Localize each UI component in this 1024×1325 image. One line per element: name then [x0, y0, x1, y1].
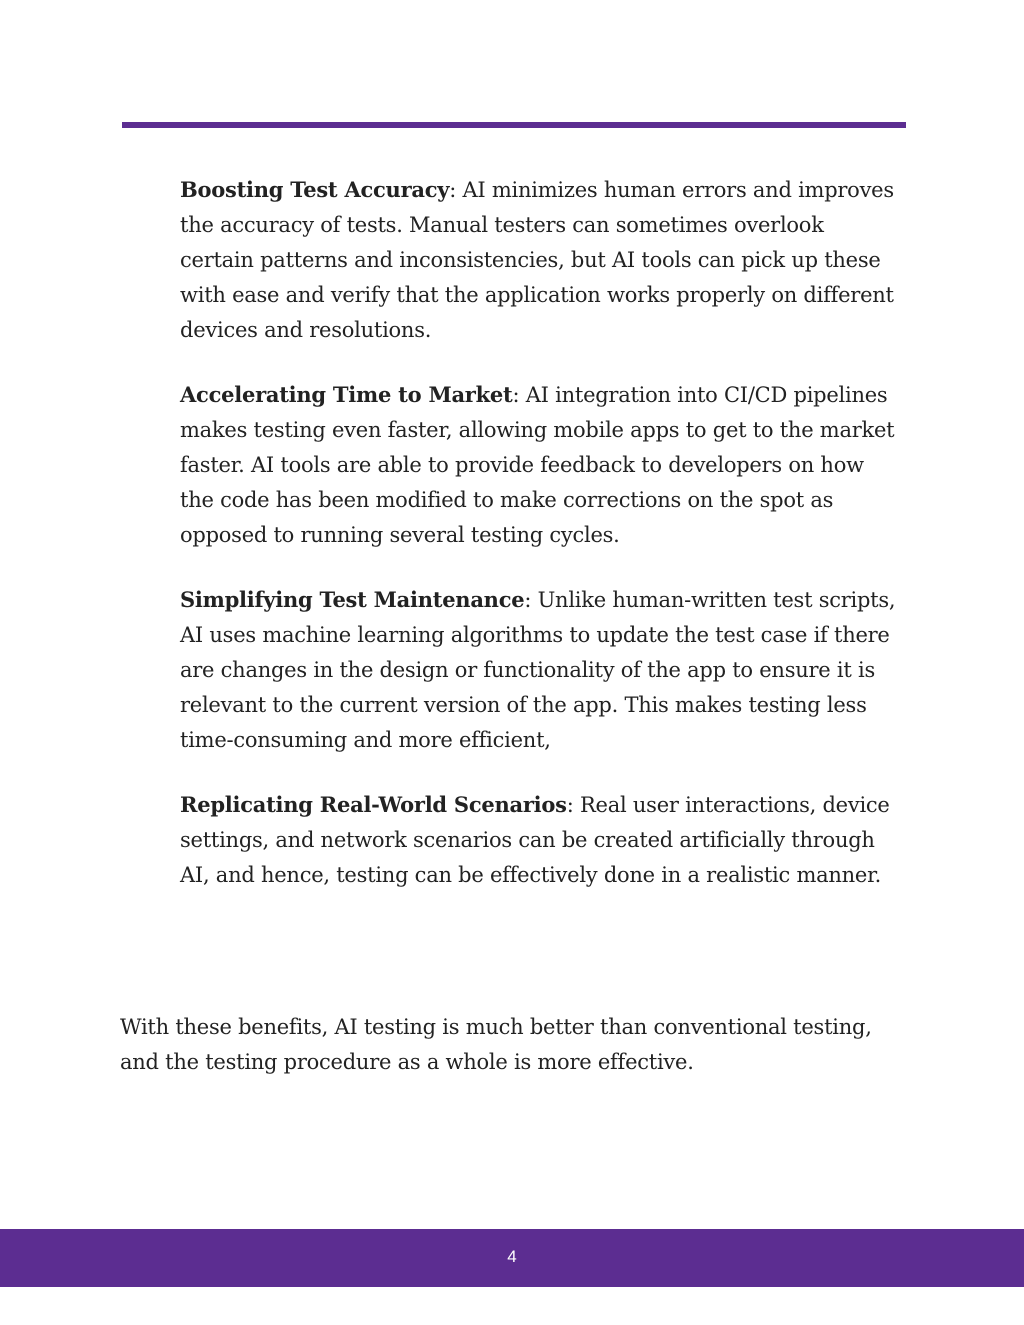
benefit-item: [180, 172, 900, 348]
benefit-item: [180, 582, 900, 758]
benefit-title: Accelerating Time to Market: [180, 382, 513, 407]
benefits-list: [180, 172, 900, 922]
footer-bar: [0, 1229, 1024, 1287]
summary-paragraph: With these benefits, AI testing is much better than conventional testing, and the testing procedure as a whole is more effective.: [120, 1015, 872, 1074]
benefit-separator: :: [524, 588, 538, 612]
benefit-item: [180, 377, 900, 553]
benefit-item: [180, 787, 900, 893]
header-divider: [122, 122, 906, 128]
benefit-text: AI minimizes human errors and improves the accuracy of tests. Manual testers can sometimes overlook certain patterns and inconsistencies, but AI tools can pick up these with ease and verify that the application works properly on different devices and resolutions.: [180, 178, 894, 342]
benefit-title: Boosting Test Accuracy: [180, 177, 450, 202]
benefit-text: AI integration into CI/CD pipelines makes testing even faster, allowing mobile apps to get to the market faster. AI tools are able to provide feedback to developers on how the code has been modified to make corrections on the spot as opposed to running several testing cycles.: [180, 383, 895, 547]
benefit-separator: :: [566, 793, 580, 817]
benefit-separator: :: [512, 383, 526, 407]
benefit-text: Real user interactions, device settings, and network scenarios can be created artificially through AI, and hence, testing can be effectively done in a realistic manner.: [180, 793, 890, 887]
benefit-title: Replicating Real-World Scenarios: [180, 792, 567, 817]
benefit-text: Unlike human-written test scripts, AI uses machine learning algorithms to update the test case if there are changes in the design or functionality of the app to ensure it is relevant to the current version of the app. This makes testing less time-consuming and more efficient,: [180, 588, 896, 752]
benefit-title: Simplifying Test Maintenance: [180, 587, 525, 612]
page-number: 4: [507, 1247, 517, 1266]
benefit-separator: :: [449, 178, 463, 202]
